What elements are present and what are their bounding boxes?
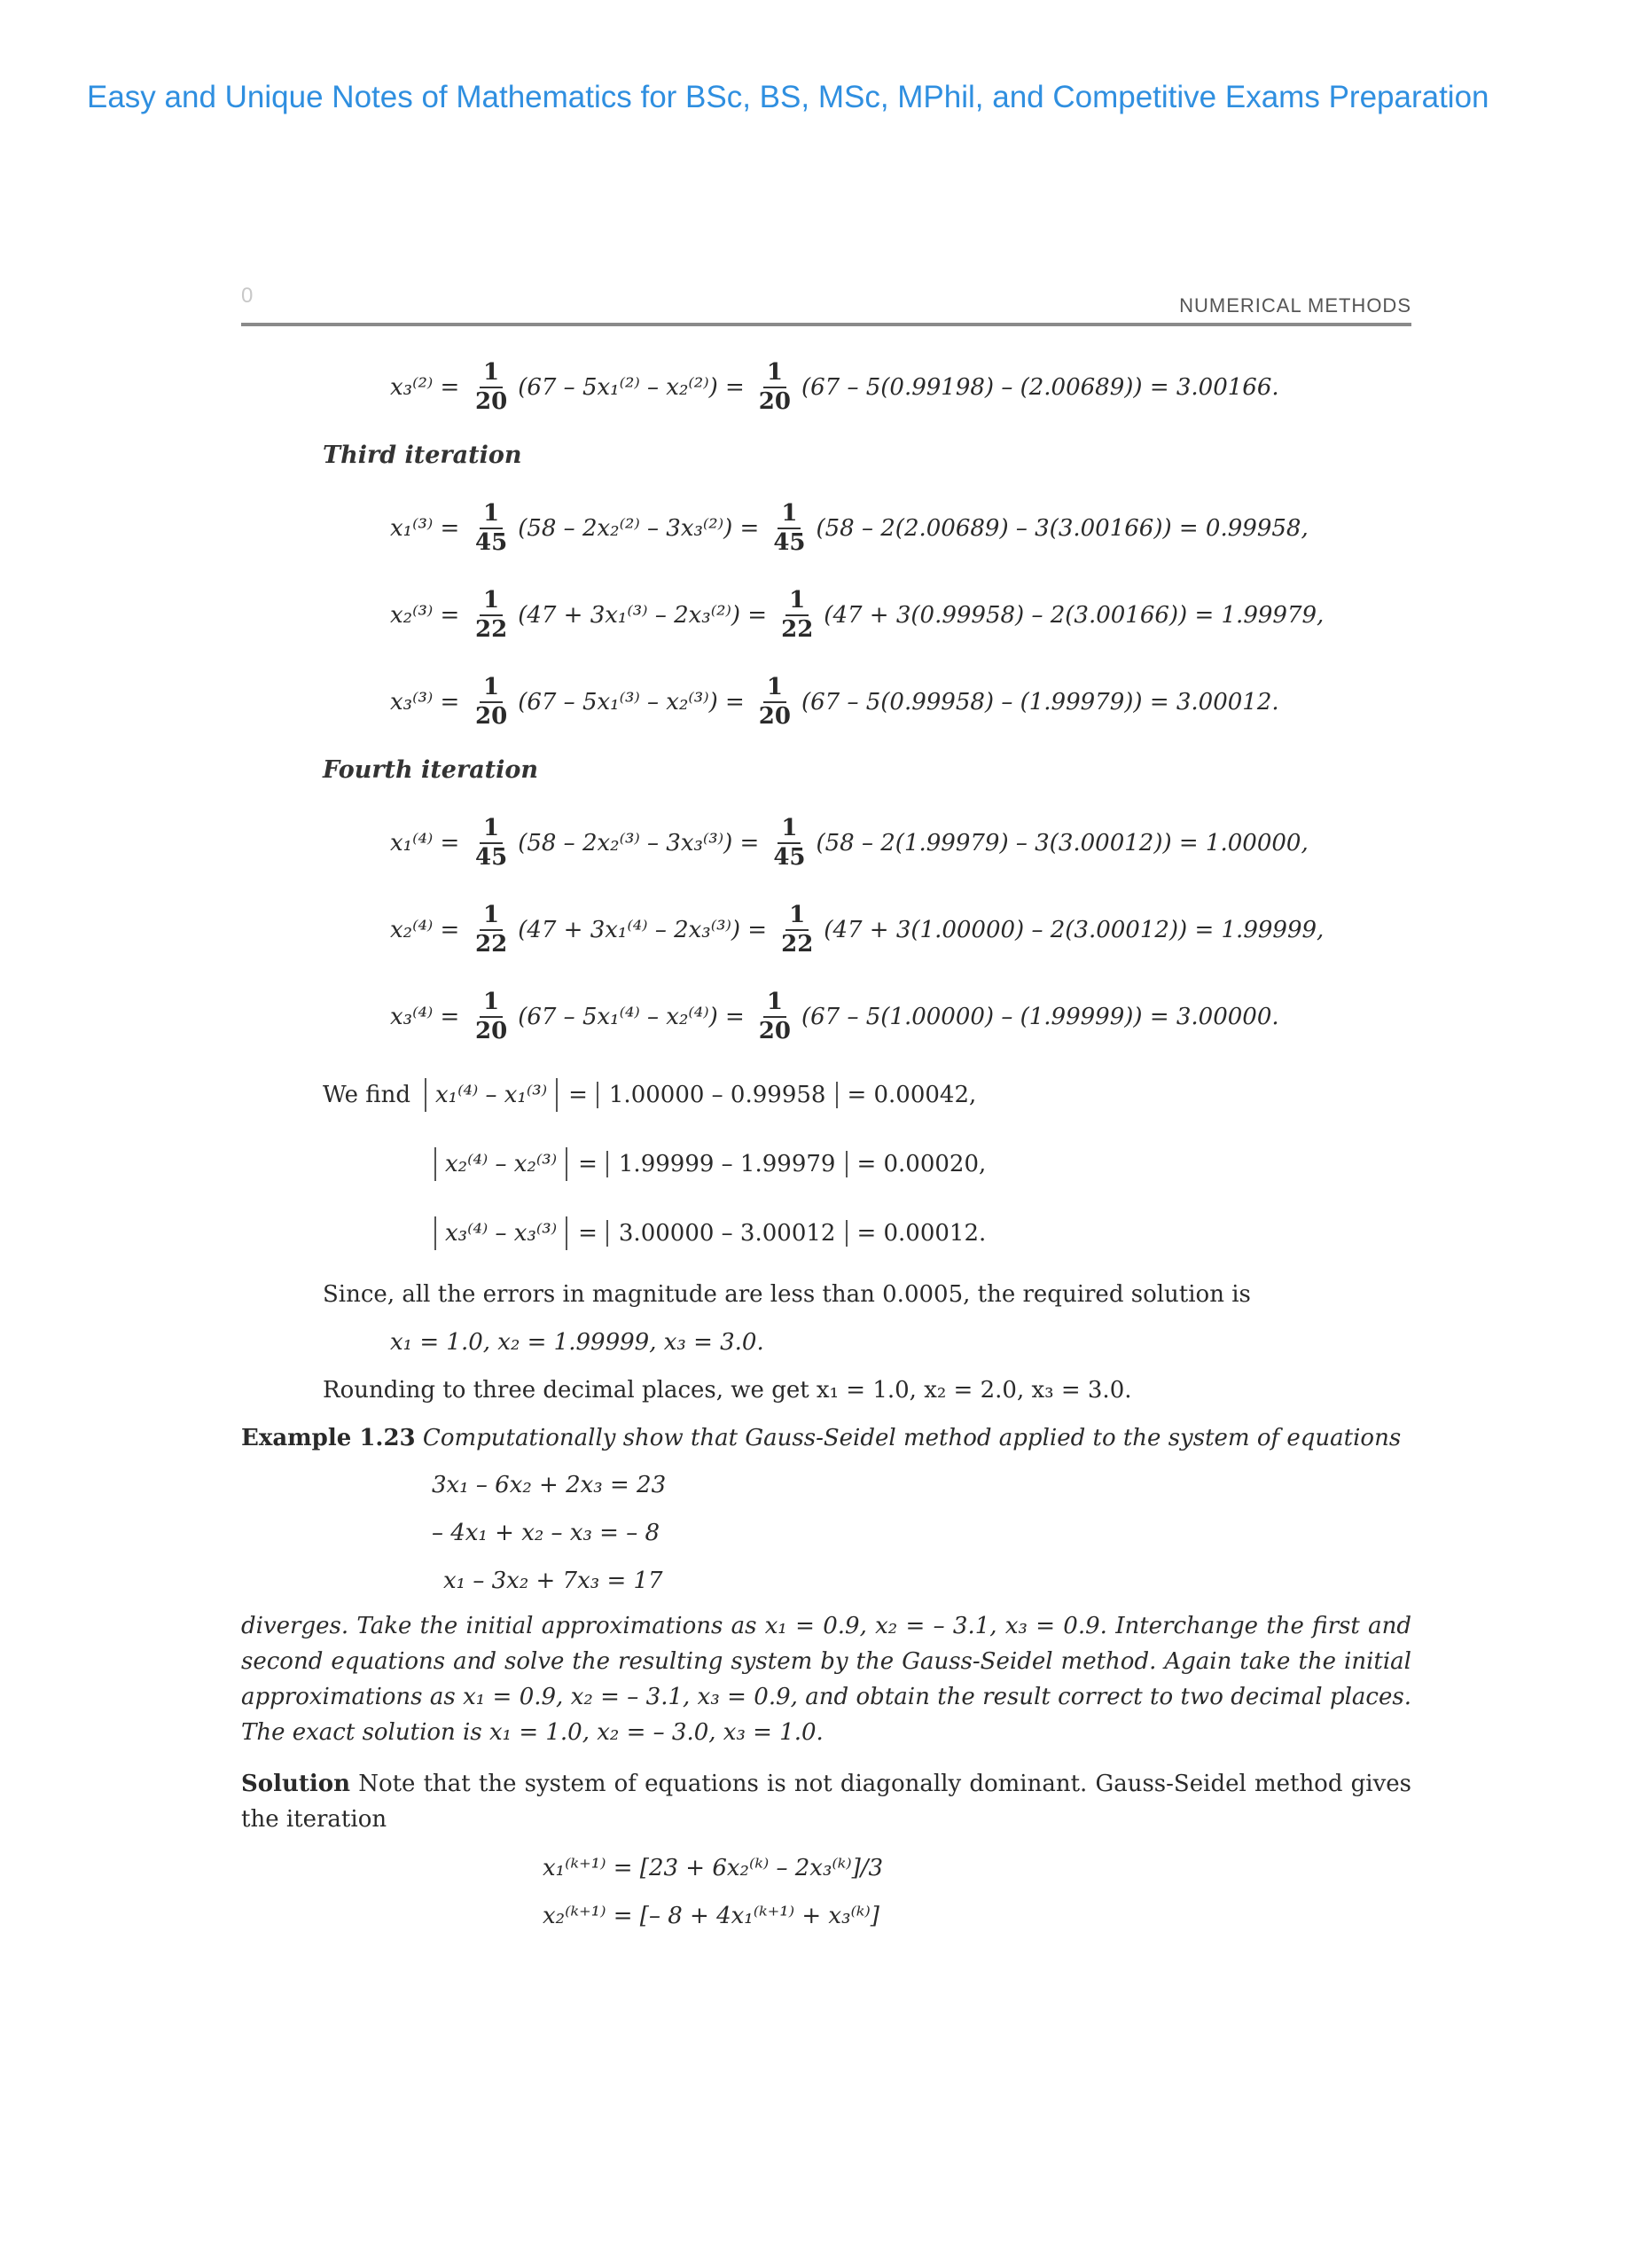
document-page — [241, 284, 1411, 1940]
fraction: $\frac{1}{22}$ — [781, 901, 814, 958]
fraction: $\frac{1}{45}$ — [773, 499, 806, 556]
equation-rhs: (58 – 2(1.99979) – 3(3.00012)) = 1.00000, — [816, 830, 1309, 856]
equation-rhs: (67 – 5(0.99958) – (1.99979)) = 3.00012. — [801, 689, 1279, 716]
equation-lhs: x₃⁽³⁾ = — [390, 689, 460, 716]
abs-result: = 0.00012. — [856, 1220, 987, 1247]
fraction: $\frac{1}{20}$ — [475, 673, 508, 730]
equation-expr: (47 + 3x₁⁽⁴⁾ – 2x₃⁽³⁾) = — [518, 917, 768, 943]
solution-paragraph — [241, 1766, 1411, 1837]
equation-expr: (67 – 5x₁⁽²⁾ – x₂⁽²⁾) = — [518, 374, 745, 401]
equation-lhs: x₃⁽²⁾ = — [390, 374, 460, 401]
abs-value: 1.99999 – 1.99979 — [606, 1151, 848, 1177]
fraction: $\frac{1}{45}$ — [475, 814, 508, 871]
equation-expr: (58 – 2x₂⁽³⁾ – 3x₃⁽³⁾) = — [518, 830, 760, 856]
equation-lhs: x₃⁽⁴⁾ = — [390, 1004, 460, 1030]
fraction: $\frac{1}{20}$ — [475, 988, 508, 1044]
running-title: NUMERICAL METHODS — [1179, 294, 1411, 317]
equation-line — [390, 485, 1411, 572]
fraction: $\frac{1}{22}$ — [475, 901, 508, 958]
rounding-text: Rounding to three decimal places, we get x₁ = 1.0, x₂ = 2.0, x₃ = 3.0. — [323, 1377, 1132, 1404]
fraction: $\frac{1}{20}$ — [758, 358, 791, 415]
example-continuation: diverges. Take the initial approximations as x₁ = 0.9, x₂ = – 3.1, x₃ = 0.9. Interchange the first and second equations and solve the resulting system by the Gauss-Seidel method. Again take the initial approximations as x₁ = 0.9, x₂ = – 3.1, x₃ = 0.9, and obtain the result correct to two decimal places. The exact solution is x₁ = 1.0, x₂ = – 3.0, x₃ = 1.0. — [241, 1613, 1411, 1746]
equation-lhs: x₂⁽⁴⁾ = — [390, 917, 460, 943]
equation-expr: (67 – 5x₁⁽⁴⁾ – x₂⁽⁴⁾) = — [518, 1004, 745, 1030]
equation-line — [390, 887, 1411, 974]
equation-rhs: (47 + 3(1.00000) – 2(3.00012)) = 1.99999, — [824, 917, 1325, 943]
fourth-iteration-heading: Fourth iteration — [323, 756, 539, 784]
page-header — [241, 284, 1411, 326]
fraction: $\frac{1}{20}$ — [475, 358, 508, 415]
equals-sign: = — [568, 1082, 588, 1108]
equation-line — [390, 974, 1411, 1060]
solution-text: Note that the system of equations is not diagonally dominant. Gauss-Seidel method gives the iteration — [241, 1771, 1412, 1833]
equation-lhs: x₂⁽³⁾ = — [390, 602, 460, 629]
example-statement — [241, 1420, 1411, 1456]
iteration-formula: x₂⁽ᵏ⁺¹⁾ = [– 8 + 4x₁⁽ᵏ⁺¹⁾ + x₃⁽ᵏ⁾] — [543, 1903, 879, 1929]
we-find-label: We find — [323, 1082, 410, 1108]
example-label: Example 1.23 — [241, 1425, 416, 1451]
abs-result: = 0.00042, — [847, 1082, 977, 1108]
equation-rhs: (67 – 5(1.00000) – (1.99999)) = 3.00000. — [801, 1004, 1279, 1030]
system-equation: x₁ – 3x₂ + 7x₃ = 17 — [443, 1568, 663, 1594]
equation-line — [390, 344, 1411, 431]
fraction: $\frac{1}{22}$ — [781, 586, 814, 643]
fraction: $\frac{1}{45}$ — [475, 499, 508, 556]
error-line — [434, 1199, 1411, 1268]
abs-expression: x₂⁽⁴⁾ – x₂⁽³⁾ — [434, 1147, 567, 1181]
fraction: $\frac{1}{45}$ — [773, 814, 806, 871]
equation-line — [390, 659, 1411, 746]
system-equation: – 4x₁ + x₂ – x₃ = – 8 — [432, 1520, 660, 1546]
example-text: Computationally show that Gauss-Seidel method applied to the system of equations — [422, 1425, 1402, 1451]
system-equation: 3x₁ – 6x₂ + 2x₃ = 23 — [432, 1472, 667, 1498]
page-number: 0 — [241, 284, 254, 308]
error-line — [434, 1130, 1411, 1199]
equation-expr: (67 – 5x₁⁽³⁾ – x₂⁽³⁾) = — [518, 689, 745, 716]
abs-expression: x₁⁽⁴⁾ – x₁⁽³⁾ — [425, 1078, 558, 1112]
equation-expr: (47 + 3x₁⁽³⁾ – 2x₃⁽²⁾) = — [518, 602, 768, 629]
error-line — [323, 1060, 1411, 1130]
equation-lhs: x₁⁽³⁾ = — [390, 515, 460, 542]
abs-value: 1.00000 – 0.99958 — [597, 1082, 839, 1108]
abs-value: 3.00000 – 3.00012 — [606, 1220, 848, 1247]
abs-result: = 0.00020, — [856, 1151, 987, 1177]
equation-rhs: (67 – 5(0.99198) – (2.00689)) = 3.00166. — [801, 374, 1279, 401]
site-banner: Easy and Unique Notes of Mathematics for BSc, BS, MSc, MPhil, and Competitive Exams Preparation — [87, 80, 1489, 114]
equation-rhs: (47 + 3(0.99958) – 2(3.00166)) = 1.99979, — [824, 602, 1325, 629]
equation-line — [390, 572, 1411, 659]
fraction: $\frac{1}{20}$ — [758, 673, 791, 730]
solution-line: x₁ = 1.0, x₂ = 1.99999, x₃ = 3.0. — [390, 1329, 764, 1356]
equals-sign: = — [578, 1151, 598, 1177]
abs-expression: x₃⁽⁴⁾ – x₃⁽³⁾ — [434, 1216, 567, 1250]
conclusion-text: Since, all the errors in magnitude are less than 0.0005, the required solution is — [323, 1281, 1251, 1308]
solution-label: Solution — [241, 1771, 351, 1797]
equation-lhs: x₁⁽⁴⁾ = — [390, 830, 460, 856]
equation-rhs: (58 – 2(2.00689) – 3(3.00166)) = 0.99958, — [816, 515, 1309, 542]
equation-expr: (58 – 2x₂⁽²⁾ – 3x₃⁽²⁾) = — [518, 515, 760, 542]
third-iteration-heading: Third iteration — [323, 442, 522, 469]
equation-line — [390, 800, 1411, 887]
fraction: $\frac{1}{22}$ — [475, 586, 508, 643]
fraction: $\frac{1}{20}$ — [758, 988, 791, 1044]
equals-sign: = — [578, 1220, 598, 1247]
iteration-formula: x₁⁽ᵏ⁺¹⁾ = [23 + 6x₂⁽ᵏ⁾ – 2x₃⁽ᵏ⁾]/3 — [543, 1855, 884, 1881]
